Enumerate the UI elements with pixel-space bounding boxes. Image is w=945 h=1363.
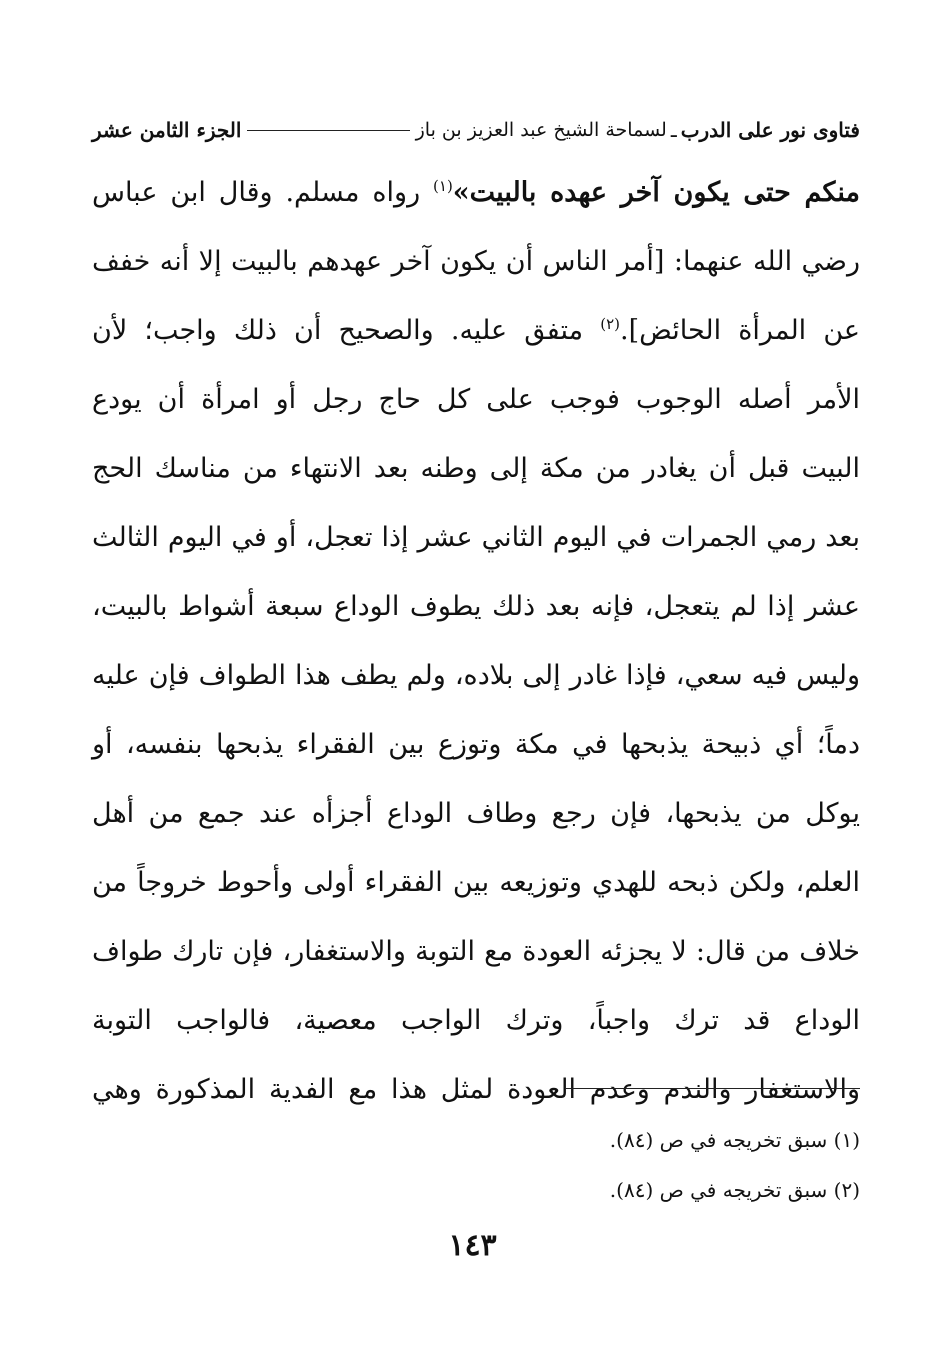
- text-line: دماً؛ أي ذبيحة يذبحها في مكة وتوزع بين الفقراء يذبحها بنفسه، أو: [92, 729, 860, 760]
- footnote-divider: [565, 1088, 860, 1089]
- text-line: بعد رمي الجمرات في اليوم الثاني عشر إذا تعجل، أو في اليوم الثالث: [92, 522, 860, 553]
- text-line: والاستغفار والندم وعدم العودة لمثل هذا مع الفدية المذكورة وهي: [92, 1074, 860, 1105]
- book-title: فتاوى نور على الدرب: [680, 118, 860, 142]
- footnotes: [92, 1120, 860, 1220]
- footnote-ref: (١): [433, 177, 453, 195]
- text-line: الأمر أصله الوجوب فوجب على كل حاج رجل أو امرأة أن يودع: [92, 384, 860, 415]
- body-text: [92, 158, 860, 1124]
- text-line: وليس فيه سعي، فإذا غادر إلى بلاده، ولم يطف هذا الطواف فإن عليه: [92, 660, 860, 691]
- footnote: (٢) سبق تخريجه في ص (٨٤).: [609, 1178, 860, 1202]
- footnote-ref: (٢): [600, 315, 621, 333]
- text-line: يوكل من يذبحها، فإن رجع وطاف الوداع أجزأه عند جمع من أهل: [92, 798, 860, 829]
- text-line: رضي الله عنهما: [أمر الناس أن يكون آخر عهدهم بالبيت إلا أنه خفف: [92, 246, 860, 277]
- text-segment: عن المرأة الحائض].: [620, 315, 860, 346]
- author-name: لسماحة الشيخ عبد العزيز بن باز: [415, 119, 667, 141]
- page-number: ١٤٣: [448, 1228, 497, 1263]
- footnote: (١) سبق تخريجه في ص (٨٤).: [609, 1128, 860, 1152]
- text-line: خلاف من قال: لا يجزئه العودة مع التوبة والاستغفار، فإن تارك طواف: [92, 936, 860, 967]
- text-line: الوداع قد ترك واجباً، وترك الواجب معصية، فالواجب التوبة: [92, 1005, 860, 1036]
- volume-part: الجزء الثامن عشر: [92, 118, 242, 142]
- header-rule: [247, 130, 409, 131]
- text-line: [92, 296, 860, 365]
- text-line: [92, 158, 860, 227]
- text-line: البيت قبل أن يغادر من مكة إلى وطنه بعد الانتهاء من مناسك الحج: [92, 453, 860, 484]
- header-separator: ـ: [670, 118, 677, 142]
- text-line: العلم، ولكن ذبحه للهدي وتوزيعه بين الفقراء أولى وأحوط خروجاً من: [92, 867, 860, 898]
- text-segment: رواه مسلم. وقال ابن عباس: [92, 177, 421, 208]
- text-line: عشر إذا لم يتعجل، فإنه بعد ذلك يطوف الوداع سبعة أشواط بالبيت،: [92, 591, 860, 622]
- running-header: [92, 110, 860, 150]
- text-segment: متفق عليه. والصحيح أن ذلك واجب؛ لأن: [92, 315, 584, 346]
- hadith-quote: منكم حتى يكون آخر عهده بالبيت»: [452, 177, 860, 208]
